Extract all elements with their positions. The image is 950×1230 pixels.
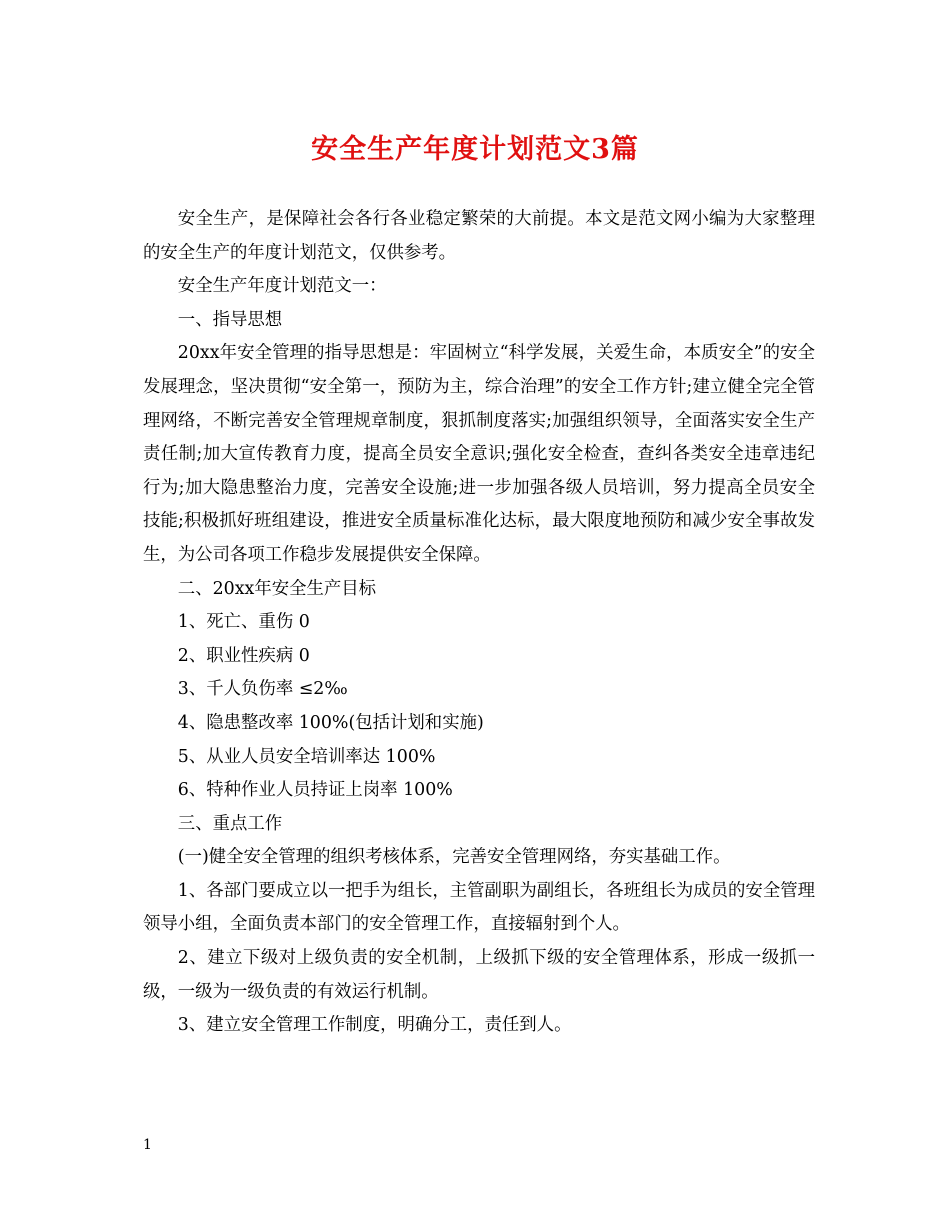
paragraph-goal-item: 6、特种作业人员持证上岗率 100% <box>177 780 453 801</box>
paragraph-guiding-idea: 20xx年安全管理的指导思想是：牢固树立“科学发展，关爱生命，本质安全”的安全发展理念，坚决贯彻“安全第一，预防为主，综合治理”的安全工作方针;建立健全完全管理网络，不断完善安全管理规章制度，狠抓制度落实;加强组织领导，全面落实安全生产责任制;加大宣传教育力度，提高全员安全意识;强化安全检查，查纠各类安全违章违纪行为;加大隐患整治力度，完善安全设施;进一步加强各级人员培训，努力提高全员安全技能;积极抓好班组建设，推进安全质量标准化达标，最大限度地预防和减少安全事故发生，为公司各项工作稳步发展提供安全保障。 <box>143 343 815 565</box>
document-body <box>143 203 815 1043</box>
paragraph-goal-item: 5、从业人员安全培训率达 100% <box>177 746 436 767</box>
paragraph-heading-goals: 二、20xx年安全生产目标 <box>177 578 377 599</box>
paragraph-goal-item: 2、职业性疾病 0 <box>177 645 310 666</box>
paragraph-heading-key-work: 三、重点工作 <box>177 813 283 834</box>
paragraph-work-item: 3、建立安全管理工作制度，明确分工，责任到人。 <box>177 1015 572 1036</box>
paragraph-section-heading: 安全生产年度计划范文一： <box>177 276 387 297</box>
paragraph-subheading: (一)健全安全管理的组织考核体系，完善安全管理网络，夯实基础工作。 <box>177 847 731 868</box>
paragraph-goal-item: 3、千人负伤率 ≤2‰ <box>177 679 348 700</box>
paragraph-goal-item: 4、隐患整改率 100%(包括计划和实施) <box>177 712 484 733</box>
paragraph-goal-item: 1、死亡、重伤 0 <box>177 612 310 633</box>
document-title: 安全生产年度计划范文3篇 <box>311 134 639 165</box>
paragraph-heading-guiding-idea: 一、指导思想 <box>177 309 283 330</box>
paragraph-intro: 安全生产，是保障社会各行各业稳定繁荣的大前提。本文是范文网小编为大家整理的安全生产的年度计划范文，仅供参考。 <box>143 209 815 263</box>
paragraph-work-item: 1、各部门要成立以一把手为组长，主管副职为副组长，各班组长为成员的安全管理领导小组，全面负责本部门的安全管理工作，直接辐射到个人。 <box>143 880 815 935</box>
page-number: 1 <box>143 1137 152 1153</box>
paragraph-work-item: 2、建立下级对上级负责的安全机制，上级抓下级的安全管理体系，形成一级抓一级，一级为一级负责的有效运行机制。 <box>143 948 815 1002</box>
